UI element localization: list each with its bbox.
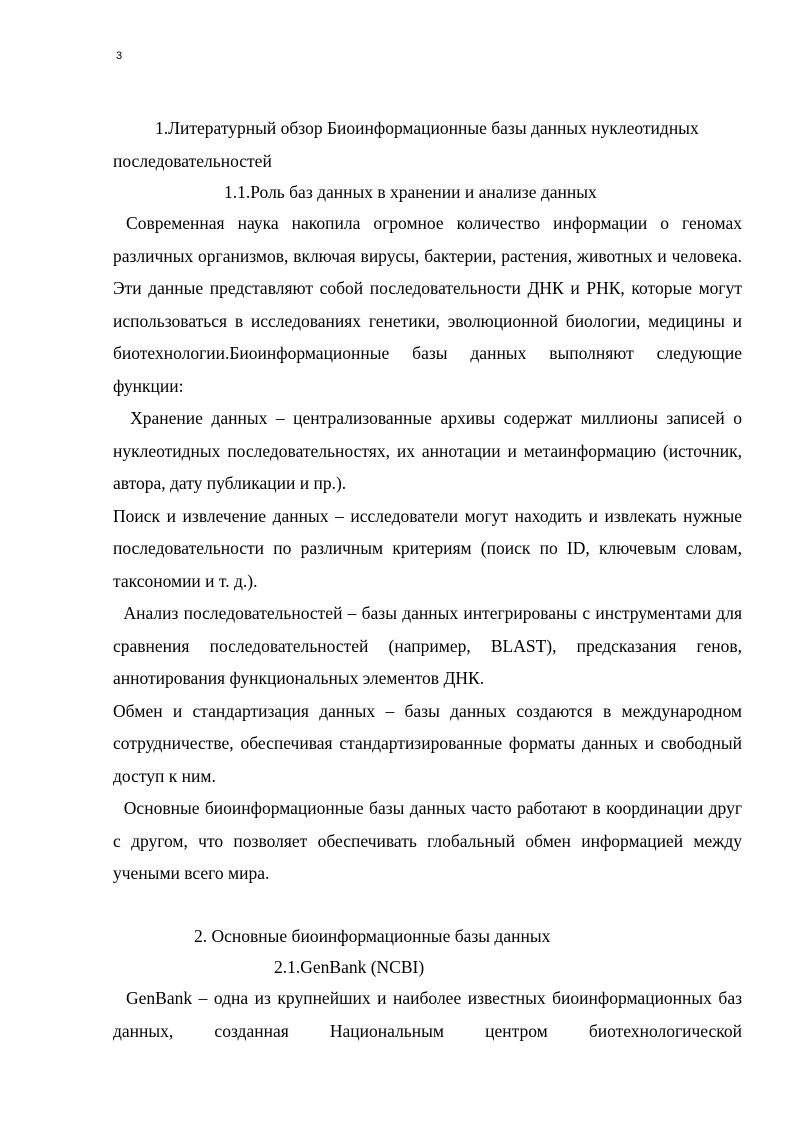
paragraph-exchange: Обмен и стандартизация данных – базы данных создаются в международном сотрудничестве, обеспечивая стандартизированные форматы данных и свободный доступ к ним.	[113, 700, 742, 786]
paragraph-intro: Современная наука накопила огромное количество информации о геномах различных организмов, включая вирусы, бактерии, растения, животных и человека. Эти данные представляют собой последовательности ДНК и РНК, которые могут использоваться в исследованиях генетики, эволюционной биологии, медицины и биотехнологии.Биоинформационные базы данных выполняют следующие функции:	[113, 213, 747, 396]
paragraph-analysis: Анализ последовательностей – базы данных интегрированы с инструментами для сравнения последовательностей (например, BLAST), предсказания генов, аннотирования функциональных элементов ДНК.	[113, 603, 747, 688]
section-heading-2: 2. Основные биоинформационные базы данных	[194, 925, 551, 946]
paragraph-coordination: Основные биоинформационные базы данных часто работают в координации друг с другом, что позволяет обеспечивать глобальный обмен информацией между учеными всего мира.	[113, 798, 747, 883]
section-heading-1: 1.Литературный обзор Биоинформационные базы данных нуклеотидных последовательностей	[113, 118, 699, 171]
page-number: 3	[116, 50, 123, 62]
subsection-heading-1-1: 1.1.Роль баз данных в хранении и анализе данных	[224, 182, 597, 202]
paragraph-search: Поиск и извлечение данных – исследователи могут находить и извлекать нужные последовательности по различным критериям (поиск по ID, ключевым словам, таксономии и т. д.).	[113, 505, 742, 591]
blank-line	[113, 890, 742, 920]
paragraph-storage: Хранение данных – централизованные архивы содержат миллионы записей о нуклеотидных последовательностях, их аннотации и метаинформацию (источник, автора, дату публикации и пр.).	[113, 408, 747, 493]
subsection-heading-2-1: 2.1.GenBank (NCBI)	[274, 957, 425, 977]
document-body	[113, 112, 747, 1047]
paragraph-genbank: GenBank – одна из крупнейших и наиболее известных биоинформационных баз данных, созданная Национальным центром биотехнологической	[113, 988, 747, 1041]
